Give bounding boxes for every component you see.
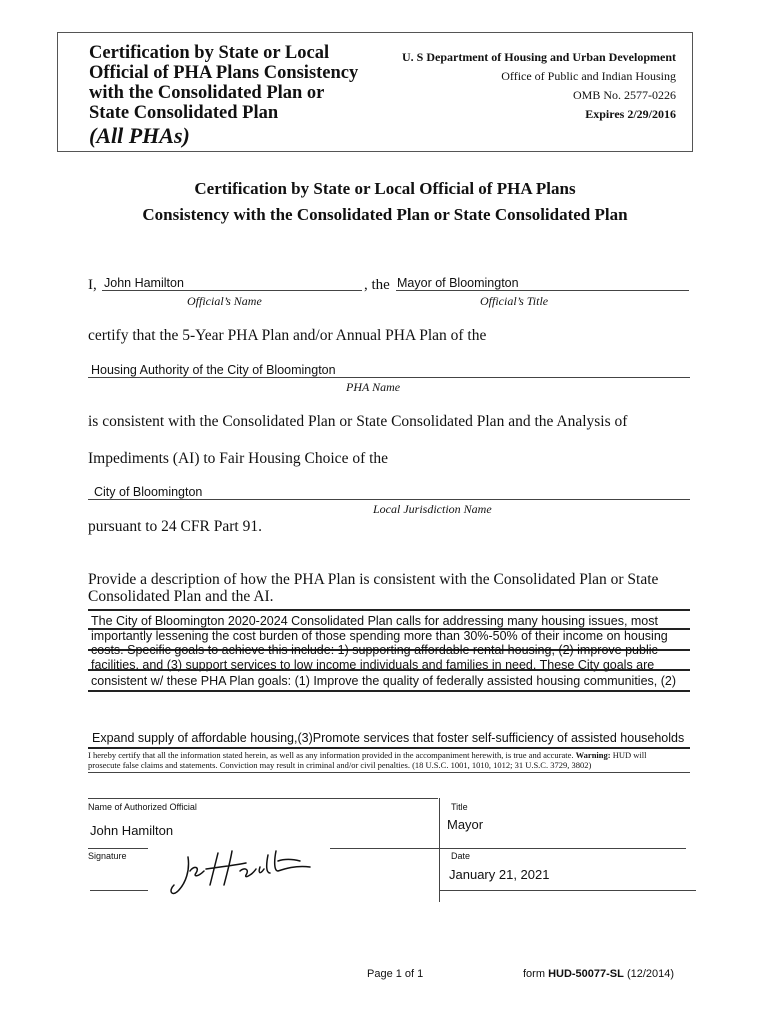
official-prefix: I, (88, 277, 97, 293)
expiration-date: Expires 2/29/2016 (585, 107, 676, 121)
pursuant-statement: pursuant to 24 CFR Part 91. (88, 518, 262, 535)
date-underline (440, 880, 696, 891)
page-title-line1: Certification by State or Local Official of PHA Plans (194, 179, 576, 198)
pha-name-value: Housing Authority of the City of Bloomington (91, 363, 336, 377)
official-name-value: John Hamilton (104, 276, 184, 290)
description-rule (88, 609, 690, 611)
certification-fineprint-text: I hereby certify that all the information stated herein, as well as any information provided in the accompaniment herewith, is true and accurate. (88, 750, 574, 760)
form-number (523, 968, 674, 980)
office-name: Office of Public and Indian Housing (501, 69, 676, 83)
form-header-agency (402, 48, 676, 124)
provide-instructions-line1: Provide a description of how the PHA Plan is consistent with the Consolidated Plan or State (88, 571, 659, 588)
description-line: importantly lessening the cost burden of those spending more than 30%-50% of their income on housing (91, 629, 668, 643)
description-rule (88, 669, 690, 671)
description-rule (88, 747, 690, 749)
signature-underline (90, 880, 148, 891)
jurisdiction-caption: Local Jurisdiction Name (373, 502, 492, 516)
header-title-line: with the Consolidated Plan or (89, 83, 325, 103)
fineprint-rule (88, 760, 690, 773)
header-title-line: Official of PHA Plans Consistency (89, 63, 359, 83)
warning-label: Warning: (575, 750, 611, 760)
consistent-statement-line1: is consistent with the Consolidated Plan or State Consolidated Plan and the Analysis of (88, 413, 628, 430)
signature-image[interactable] (160, 845, 330, 900)
signature-label: Signature (88, 851, 127, 861)
certification-fineprint-line1 (88, 750, 646, 760)
certify-statement: certify that the 5-Year PHA Plan and/or Annual PHA Plan of the (88, 327, 487, 344)
certification-fineprint-line2: prosecute false claims and statements. Conviction may result in criminal and/or civil penalties. (18 U.S.C. 1001, 1010, 1012; 31 U.S.C. 3729, 3802) (88, 760, 592, 770)
header-title-line: State Consolidated Plan (89, 103, 279, 123)
form-id: HUD-50077-SL (548, 968, 624, 980)
form-header-box (57, 32, 693, 152)
official-name-field[interactable] (102, 276, 362, 291)
official-title-caption: Official’s Title (480, 294, 549, 308)
form-date: (12/2014) (626, 968, 675, 980)
description-rule (88, 690, 690, 692)
jurisdiction-value: City of Bloomington (94, 485, 203, 499)
description-line: Expand supply of affordable housing,(3)Promote services that foster self-sufficiency of assisted households (92, 731, 685, 745)
omb-number: OMB No. 2577-0226 (572, 88, 676, 102)
description-line: costs. Specific goals to achieve this include: 1) supporting affordable rental housing, (2) improve public (91, 643, 658, 657)
date-label: Date (451, 851, 471, 861)
name-label: Name of Authorized Official (88, 802, 197, 812)
description-line: facilities, and (3) support services to low income individuals and families in need. These City goals are (91, 658, 655, 672)
provide-instructions-line2: Consolidated Plan and the AI. (88, 588, 274, 605)
consistent-statement-line2: Impediments (AI) to Fair Housing Choice of the (88, 450, 389, 467)
authorized-name-field[interactable]: John Hamilton (90, 823, 174, 838)
form-prefix: form (523, 968, 545, 980)
header-title-line: Certification by State or Local (89, 43, 330, 63)
page-number: Page 1 of 1 (367, 968, 424, 980)
jurisdiction-field[interactable] (88, 485, 690, 500)
name-underline (88, 838, 148, 849)
title-label: Title (451, 802, 468, 812)
official-title-field[interactable] (396, 276, 689, 291)
title-underline (330, 838, 686, 849)
description-line: The City of Bloomington 2020-2024 Consolidated Plan calls for addressing many housing issues, most (91, 614, 658, 628)
certification-fineprint-text: HUD will (612, 750, 647, 760)
official-separator: , the (364, 277, 390, 293)
pha-name-field[interactable] (88, 363, 690, 378)
header-all-phas: (All PHAs) (89, 123, 190, 148)
page-title-line2: Consistency with the Consolidated Plan or State Consolidated Plan (142, 205, 628, 224)
pha-name-caption: PHA Name (346, 380, 401, 394)
official-name-caption: Official’s Name (187, 294, 262, 308)
description-line: consistent w/ these PHA Plan goals: (1) Improve the quality of federally assisted housing communities, (2) (91, 674, 677, 688)
form-header-title (89, 43, 358, 149)
authorized-title-field[interactable]: Mayor (447, 817, 484, 832)
agency-name: U. S Department of Housing and Urban Development (401, 50, 676, 64)
official-title-value: Mayor of Bloomington (397, 276, 519, 290)
sig-block-rule (88, 788, 438, 799)
date-field[interactable]: January 21, 2021 (449, 867, 550, 882)
